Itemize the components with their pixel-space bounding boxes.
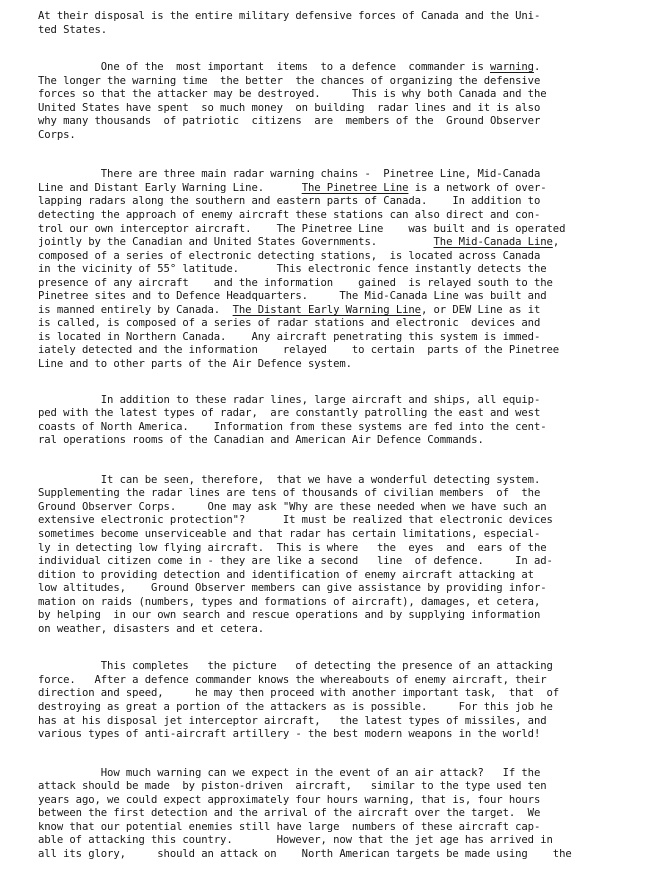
text-run: Line and Distant Early Warning Line. xyxy=(38,181,302,194)
paragraph xyxy=(38,61,626,142)
text-line xyxy=(38,687,626,701)
text-run: . xyxy=(533,61,541,74)
text-run: Line and to other parts of the Air Defence system. xyxy=(38,358,352,371)
text-run: Ground Observer Corps. One may ask "Why are these needed when we have such an xyxy=(38,500,547,513)
text-line xyxy=(38,304,626,318)
underlined-term: warning xyxy=(490,61,534,74)
paragraph-gap xyxy=(38,636,626,660)
text-run: why many thousands of patriotic citizens are members of the Ground Observer xyxy=(38,115,541,128)
text-line xyxy=(38,542,626,556)
text-run: low altitudes, Ground Observer members can give assistance by providing infor- xyxy=(38,582,547,595)
text-run: by helping in our own search and rescue operations and by supplying information xyxy=(38,609,541,622)
text-run: It can be seen, therefore, that we have a wonderful detecting system. xyxy=(38,473,541,486)
text-run: mation on raids (numbers, types and formations of aircraft), damages, et cetera, xyxy=(38,595,541,608)
paragraph xyxy=(38,474,626,637)
text-run: has at his disposal jet interceptor aircraft, the latest types of missiles, and xyxy=(38,714,547,727)
text-line xyxy=(38,277,626,291)
text-line xyxy=(38,807,626,821)
text-line xyxy=(38,195,626,209)
text-run: ted States. xyxy=(38,23,108,36)
text-run: The longer the warning time the better the chances of organizing the defensive xyxy=(38,74,541,87)
text-run: How much warning can we expect in the event of an air attack? If the xyxy=(38,766,541,779)
text-line xyxy=(38,182,626,196)
text-run: jointly by the Canadian and United States Governments. xyxy=(38,236,434,249)
text-run: lapping radars along the southern and eastern parts of Canada. In addition to xyxy=(38,195,541,208)
text-run: United States have spent so much money on building radar lines and it is also xyxy=(38,101,541,114)
text-run: direction and speed, he may then proceed with another important task, that of xyxy=(38,687,560,700)
text-run: sometimes become unserviceable and that radar has certain limitations, especial- xyxy=(38,527,541,540)
text-line xyxy=(38,434,626,448)
text-line xyxy=(38,501,626,515)
text-line xyxy=(38,250,626,264)
text-line xyxy=(38,848,626,862)
text-run: able of attacking this country. However, now that the jet age has arrived in xyxy=(38,834,553,847)
text-line xyxy=(38,660,626,674)
text-line xyxy=(38,10,626,24)
text-line xyxy=(38,331,626,345)
text-line xyxy=(38,609,626,623)
text-line xyxy=(38,236,626,250)
text-run: ped with the latest types of radar, are constantly patrolling the east and west xyxy=(38,407,541,420)
text-run: attack should be made by piston-driven aircraft, similar to the type used ten xyxy=(38,780,547,793)
text-line xyxy=(38,821,626,835)
text-run: ral operations rooms of the Canadian and American Air Defence Commands. xyxy=(38,434,484,447)
underlined-term: The Pinetree Line xyxy=(301,181,409,194)
text-line xyxy=(38,263,626,277)
text-run: know that our potential enemies still have large numbers of these aircraft cap- xyxy=(38,820,541,833)
text-line xyxy=(38,555,626,569)
paragraph-gap xyxy=(38,37,626,61)
text-line xyxy=(38,407,626,421)
text-run: is manned entirely by Canada. xyxy=(38,303,233,316)
paragraph xyxy=(38,168,626,371)
text-run: between the first detection and the arrival of the aircraft over the target. We xyxy=(38,807,541,820)
text-run: is a network of over- xyxy=(408,181,547,194)
text-line xyxy=(38,674,626,688)
text-line xyxy=(38,102,626,116)
text-line xyxy=(38,209,626,223)
text-run: dition to providing detection and identification of enemy aircraft attacking at xyxy=(38,568,534,581)
text-line xyxy=(38,344,626,358)
text-run: is called, is composed of a series of radar stations and electronic devices and xyxy=(38,317,541,330)
text-line xyxy=(38,528,626,542)
text-line xyxy=(38,129,626,143)
paragraph xyxy=(38,660,626,741)
text-line xyxy=(38,61,626,75)
text-line xyxy=(38,582,626,596)
text-line xyxy=(38,88,626,102)
text-run: One of the most important items to a defence commander is xyxy=(38,61,491,74)
text-run: , xyxy=(552,236,560,249)
text-line xyxy=(38,290,626,304)
text-run: coasts of North America. Information from these systems are fed into the cent- xyxy=(38,420,547,433)
text-line xyxy=(38,421,626,435)
text-line xyxy=(38,834,626,848)
text-line xyxy=(38,317,626,331)
text-run: iately detected and the information relayed to certain parts of the Pinetree xyxy=(38,344,560,357)
text-line xyxy=(38,623,626,637)
text-run: There are three main radar warning chains - Pinetree Line, Mid-Canada xyxy=(38,168,541,181)
paragraph-gap xyxy=(38,742,626,767)
text-run: , or DEW Line as it xyxy=(420,303,541,316)
text-run: on weather, disasters and et cetera. xyxy=(38,622,265,635)
text-run: Corps. xyxy=(38,128,76,141)
text-run: trol our own interceptor aircraft. The Pinetree Line was built and is operated xyxy=(38,222,566,235)
underlined-term: The Distant Early Warning Line xyxy=(232,303,421,316)
paragraph-gap xyxy=(38,372,626,394)
paragraph-gap xyxy=(38,448,626,474)
text-line xyxy=(38,780,626,794)
text-line xyxy=(38,75,626,89)
text-run: extensive electronic protection"? It must be realized that electronic devices xyxy=(38,514,553,527)
text-run: presence of any aircraft and the information gained is relayed south to the xyxy=(38,276,553,289)
text-run: ly in detecting low flying aircraft. This is where the eyes and ears of the xyxy=(38,541,547,554)
text-line xyxy=(38,223,626,237)
text-line xyxy=(38,487,626,501)
paragraph-gap xyxy=(38,142,626,168)
text-run: In addition to these radar lines, large aircraft and ships, all equip- xyxy=(38,393,541,406)
text-line xyxy=(38,474,626,488)
text-run: years ago, we could expect approximately four hours warning, that is, four hours xyxy=(38,793,541,806)
text-line xyxy=(38,168,626,182)
paragraph xyxy=(38,10,626,37)
text-line xyxy=(38,701,626,715)
text-run: detecting the approach of enemy aircraft these stations can also direct and con- xyxy=(38,209,541,222)
text-line xyxy=(38,715,626,729)
text-run: various types of anti-aircraft artillery - the best modern weapons in the world! xyxy=(38,728,541,741)
paragraph xyxy=(38,394,626,448)
text-run: in the vicinity of 55° latitude. This electronic fence instantly detects the xyxy=(38,263,547,276)
text-line xyxy=(38,596,626,610)
text-run: all its glory, should an attack on North American targets be made using the xyxy=(38,847,572,860)
text-run: force. After a defence commander knows the whereabouts of enemy aircraft, their xyxy=(38,673,547,686)
text-line xyxy=(38,767,626,781)
text-line xyxy=(38,569,626,583)
text-run: This completes the picture of detecting the presence of an attacking xyxy=(38,660,553,673)
text-line xyxy=(38,394,626,408)
text-line xyxy=(38,24,626,38)
paragraph xyxy=(38,767,626,862)
text-run: forces so that the attacker may be destroyed. This is why both Canada and the xyxy=(38,88,547,101)
text-run: composed of a series of electronic detecting stations, is located across Canada xyxy=(38,249,541,262)
text-line xyxy=(38,794,626,808)
text-run: individual citizen come in - they are like a second line of defence. In ad- xyxy=(38,555,553,568)
text-line xyxy=(38,514,626,528)
text-run: Supplementing the radar lines are tens of thousands of civilian members of the xyxy=(38,487,541,500)
text-run: destroying as great a portion of the attackers as is possible. For this job he xyxy=(38,700,553,713)
underlined-term: The Mid-Canada Line xyxy=(433,236,553,249)
text-run: is located in Northern Canada. Any aircraft penetrating this system is immed- xyxy=(38,330,541,343)
text-line xyxy=(38,728,626,742)
text-line xyxy=(38,115,626,129)
text-run: At their disposal is the entire military defensive forces of Canada and the Uni- xyxy=(38,10,541,22)
text-line xyxy=(38,358,626,372)
text-run: Pinetree sites and to Defence Headquarters. The Mid-Canada Line was built and xyxy=(38,290,547,303)
